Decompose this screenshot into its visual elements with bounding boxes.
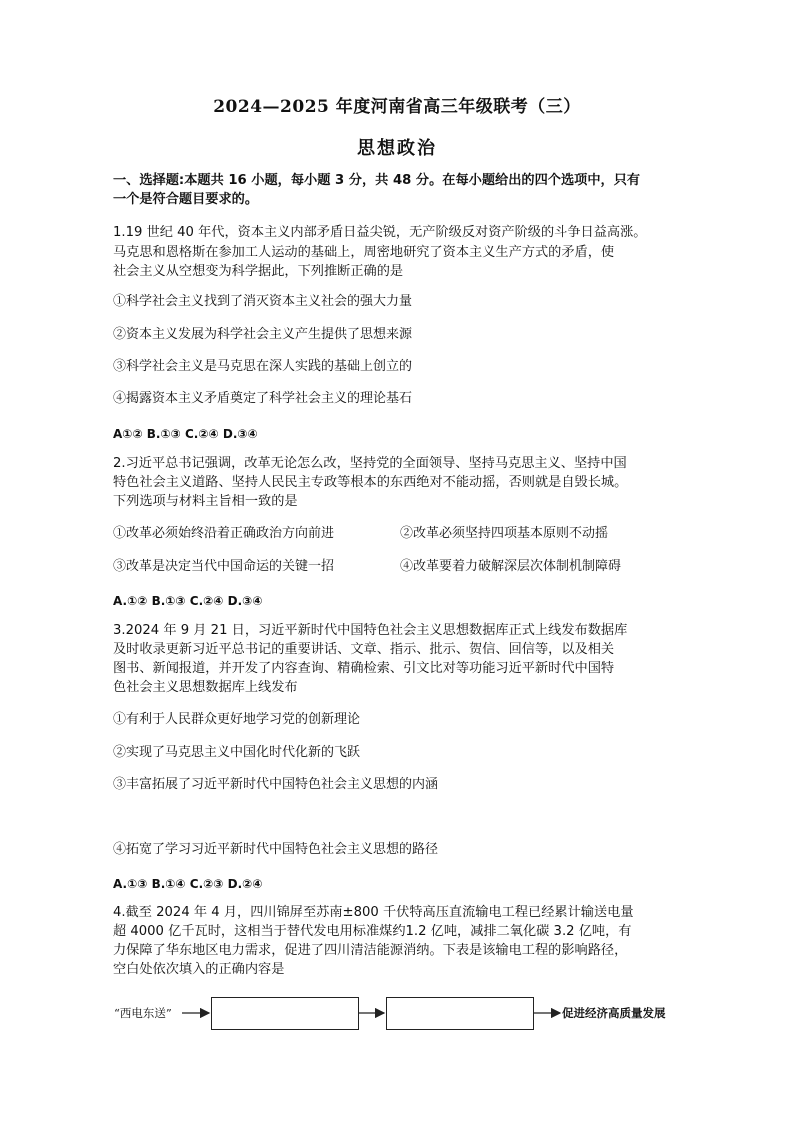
flow-end-label: 促进经济高质量发展 [562,1006,666,1020]
q4-stem-line: 4.截至 2024 年 4 月，四川锦屏至苏南±800 千伏特高压直流输电工程已经累计输送电量 [113,905,634,920]
q4-stem-line: 空白处依次填入的正确内容是 [113,962,285,977]
section-instruction-line1: 一、选择题:本题共 16 小题，每小题 3 分，共 48 分。在每小题给出的四个选项中，只有 [113,173,641,188]
exam-title: 2024—2025 年度河南省高三年级联考（三） [213,97,581,117]
q3-stem-line: 图书、新闻报道，并开发了内容查询、精确检索、引文比对等功能习近平新时代中国特 [113,661,615,676]
q1-option: ②资本主义发展为科学社会主义产生提供了思想来源 [113,327,413,342]
q2-option: ②改革必须坚持四项基本原则不动摇 [400,526,609,541]
q1-option: ④揭露资本主义矛盾奠定了科学社会主义的理论基石 [113,391,413,406]
flow-blank-box-2 [386,997,534,1030]
q2-option: ④改革要着力破解深层次体制机制障碍 [400,559,622,574]
q3-option: ③丰富拓展了习近平新时代中国特色社会主义思想的内涵 [113,777,439,792]
q3-answer-choices: A.①③ B.①④ C.②③ D.②④ [113,877,263,891]
q1-stem-line: 马克思和恩格斯在参加工人运动的基础上，周密地研究了资本主义生产方式的矛盾，使 [113,245,615,260]
q4-stem-line: 超 4000 亿千瓦时，这相当于替代发电用标准煤约1.2 亿吨，减排二氧化碳 3.2 亿吨，有 [113,924,632,939]
q1-answer-choices: A①② B.①③ C.②④ D.③④ [113,427,258,441]
q1-stem-line: 社会主义从空想变为科学据此，下列推断正确的是 [113,264,404,279]
q3-stem-line: 色社会主义思想数据库上线发布 [113,680,298,695]
q3-stem-line: 及时收录更新习近平总书记的重要讲话、文章、指示、批示、贺信、回信等，以及相关 [113,642,615,657]
q3-option: ②实现了马克思主义中国化时代化新的飞跃 [113,745,361,760]
q2-option: ③改革是决定当代中国命运的关键一招 [113,559,335,574]
subject-title: 思想政治 [357,138,437,159]
flow-start-label: “西电东送” [114,1006,172,1020]
q2-stem-line: 2.习近平总书记强调，改革无论怎么改，坚持党的全面领导、坚持马克思主义、坚持中国 [113,456,627,471]
q4-stem-line: 力保障了华东地区电力需求，促进了四川清洁能源消纳。下表是该输电工程的影响路径， [113,943,628,958]
q2-stem-line: 特色社会主义道路、坚持人民民主专政等根本的东西绝对不能动摇，否则就是自毁长城。 [113,475,628,490]
section-instruction-line2: 一个是符合题目要求的。 [113,192,259,207]
flow-blank-box-1 [211,997,359,1030]
q1-option: ③科学社会主义是马克思在深人实践的基础上创立的 [113,359,413,374]
q3-option: ①有利于人民群众更好地学习党的创新理论 [113,712,361,727]
q3-option: ④拓宽了学习习近平新时代中国特色社会主义思想的路径 [113,842,439,857]
q1-option: ①科学社会主义找到了消灭资本主义社会的强大力量 [113,294,413,309]
q1-stem-line: 1.19 世纪 40 年代，资本主义内部矛盾日益尖锐，无产阶级反对资产阶级的斗争日益高涨。 [113,225,647,240]
q2-stem-line: 下列选项与材料主旨相一致的是 [113,494,298,509]
q2-option: ①改革必须始终沿着正确政治方向前进 [113,526,335,541]
q2-answer-choices: A.①② B.①③ C.②④ D.③④ [113,594,263,608]
q3-stem-line: 3.2024 年 9 月 21 日，习近平新时代中国特色社会主义思想数据库正式上线发布数据库 [113,623,628,638]
